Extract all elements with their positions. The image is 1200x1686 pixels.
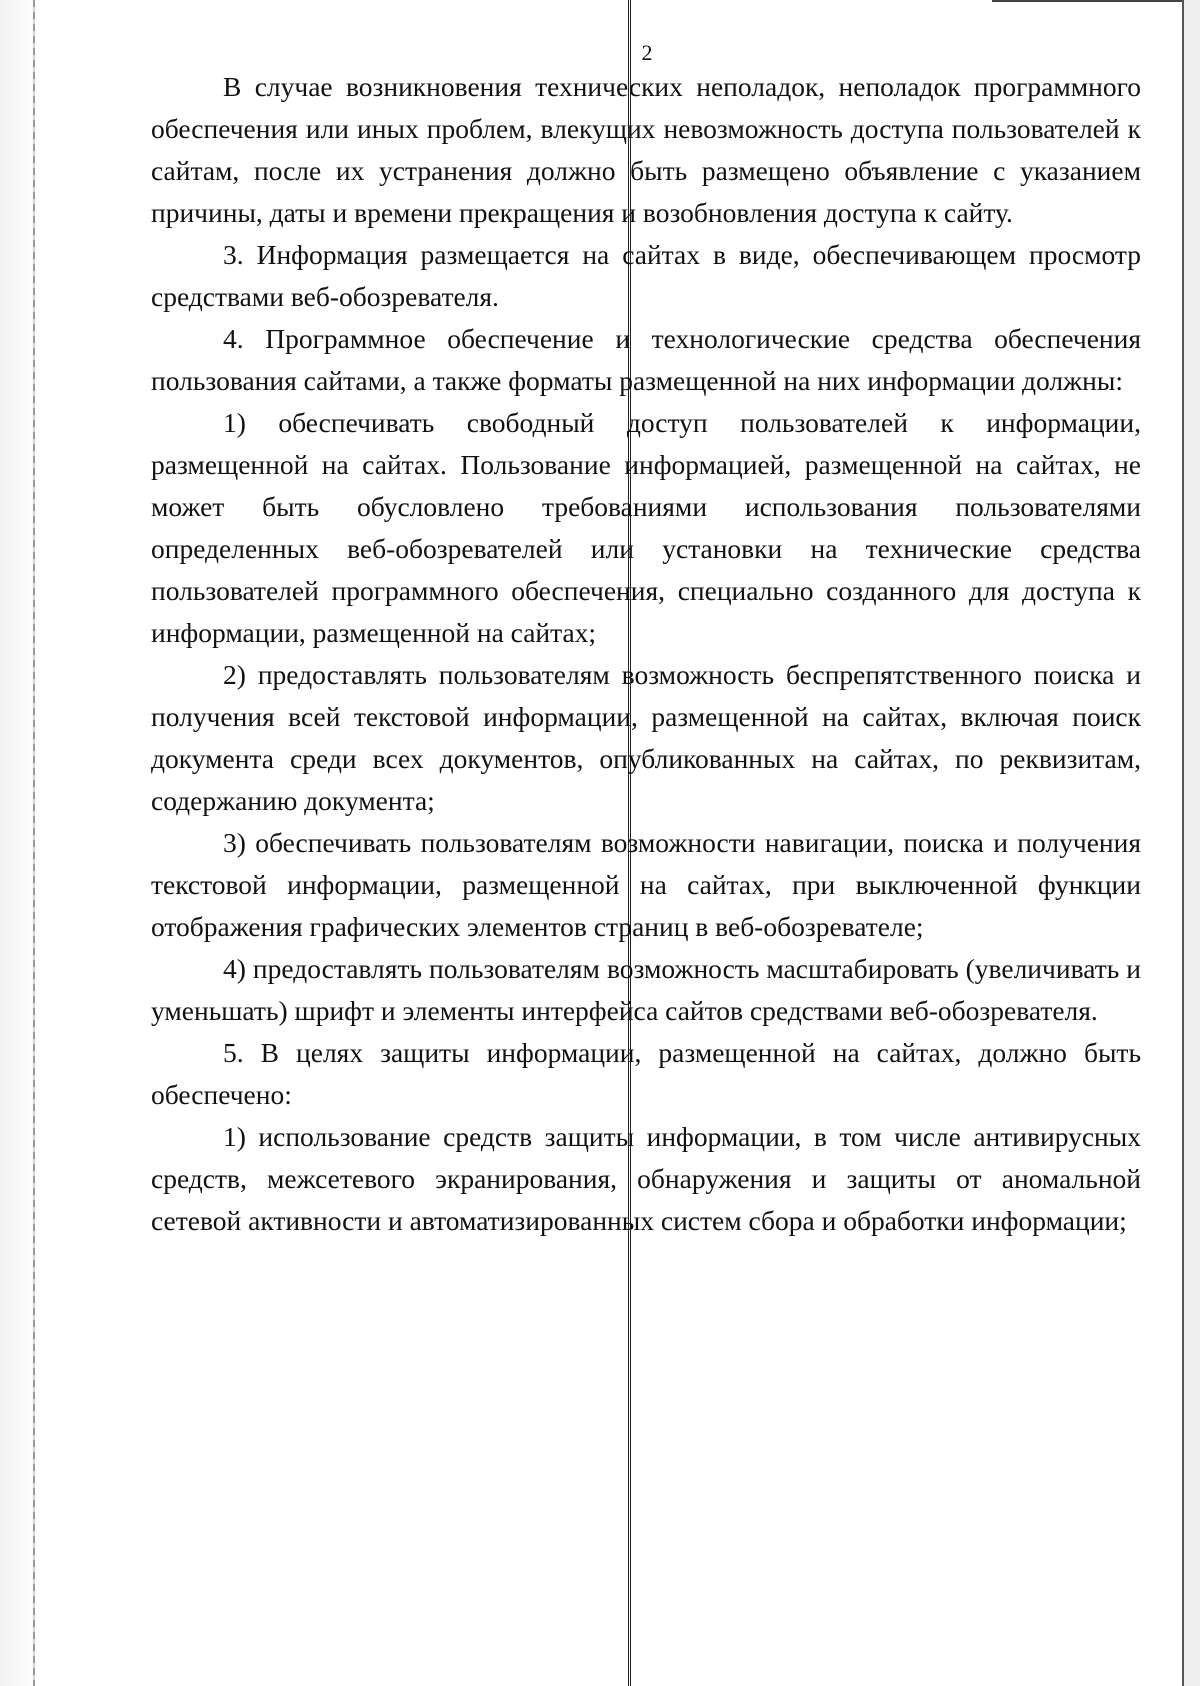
list-item-4-1-free-access: 1) обеспечивать свободный доступ пользователей к информации, размещенной на сайтах. Пользование информацией, размещенной на сайтах, не может быть обусловлено требованиями использования пользователями определенных веб-обозревателей или установки на технические средства пользователей программного обеспечения, специально созданного для доступа к информации, размещенной на сайтах; bbox=[151, 407, 1141, 648]
paragraph-4-software-requirements: 4. Программное обеспечение и технологические средства обеспечения пользования сайтами, а также форматы размещенной на них информации должны: bbox=[151, 323, 1141, 396]
list-item-4-2-search: 2) предоставлять пользователям возможность беспрепятственного поиска и получения всей текстовой информации, размещенной на сайтах, включая поиск документа среди всех документов, опубликованных на сайтах, по реквизитам, содержанию документа; bbox=[151, 659, 1141, 816]
paragraph-3-info-display: 3. Информация размещается на сайтах в виде, обеспечивающем просмотр средствами веб-обозревателя. bbox=[151, 239, 1141, 312]
list-item-5-1-security-tools: 1) использование средств защиты информации, в том числе антивирусных средств, межсетевого экранирования, обнаружения и защиты от аномальной сетевой активности и автоматизированных систем сбора и обработки информации; bbox=[151, 1121, 1141, 1236]
paragraph-5-protection: 5. В целях защиты информации, размещенной на сайтах, должно быть обеспечено: bbox=[151, 1037, 1141, 1110]
list-item-4-3-navigation: 3) обеспечивать пользователям возможности навигации, поиска и получения текстовой информации, размещенной на сайтах, при выключенной функции отображения графических элементов страниц в веб-обозревателе; bbox=[151, 827, 1141, 942]
list-item-4-4-scaling: 4) предоставлять пользователям возможность масштабировать (увеличивать и уменьшать) шрифт и элементы интерфейса сайтов средствами веб-обозревателя. bbox=[151, 953, 1141, 1026]
scan-left-border-line bbox=[33, 0, 35, 1686]
scan-left-edge bbox=[0, 0, 42, 1686]
scan-right-edge bbox=[1184, 0, 1200, 1686]
document-body bbox=[151, 66, 1141, 1242]
scan-top-right-line bbox=[992, 0, 1182, 2]
page-number: 2 bbox=[641, 40, 653, 65]
paragraph-technical-issues: В случае возникновения технических неполадок, неполадок программного обеспечения или иных проблем, влекущих невозможность доступа пользователей к сайтам, после их устранения должно быть размещено объявление с указанием причины, даты и времени прекращения и возобновления доступа к сайту. bbox=[151, 71, 1141, 228]
